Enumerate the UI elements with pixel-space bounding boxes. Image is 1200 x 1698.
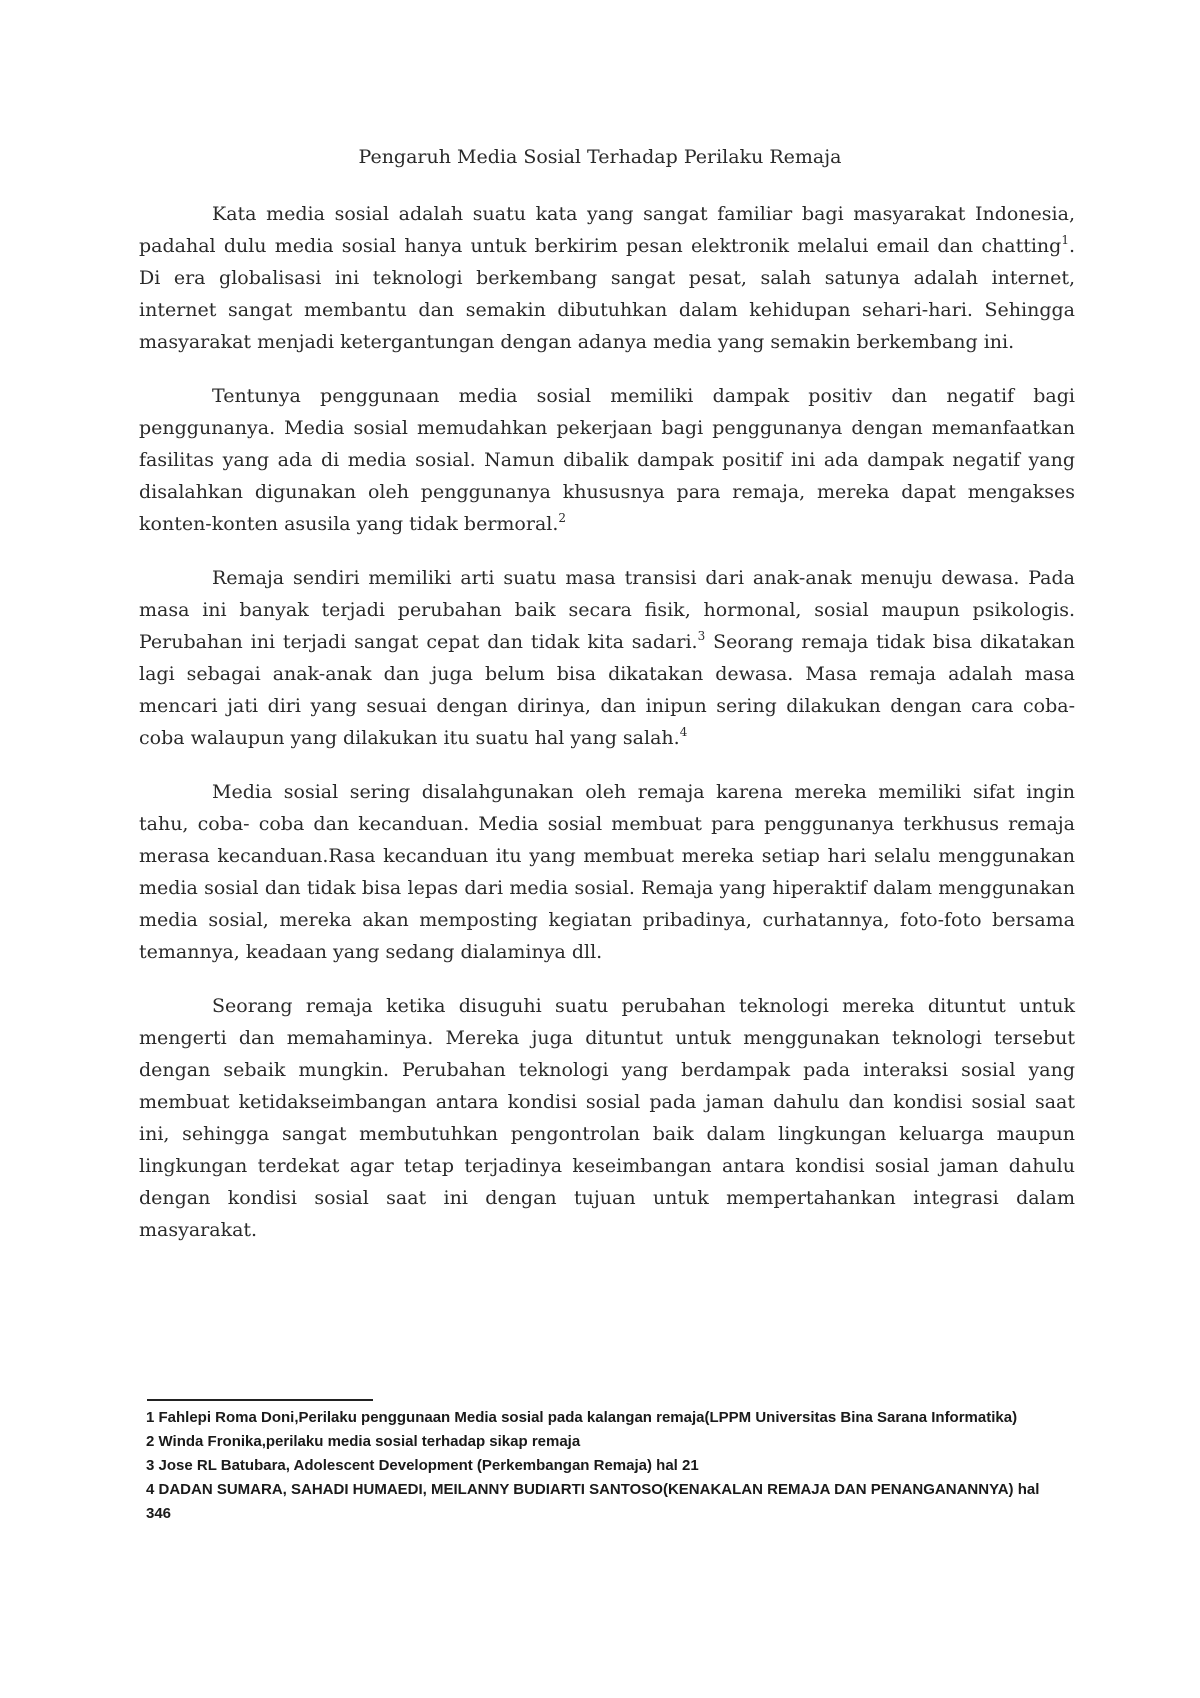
- page-title: Pengaruh Media Sosial Terhadap Perilaku Remaja: [358, 146, 842, 168]
- paragraph-text: Media sosial sering disalahgunakan oleh remaja karena mereka memiliki sifat ingin tahu, coba- coba dan kecanduan. Media sosial membuat para penggunanya terkhusus remaja merasa kecanduan.Rasa kecanduan itu yang membuat mereka setiap hari selalu menggunakan media sosial dan tidak bisa lepas dari media sosial. Remaja yang hiperaktif dalam menggunakan media sosial, mereka akan memposting kegiatan pribadinya, curhatannya, foto-foto bersama temannya, keadaan yang sedang dialaminya dll.: [139, 781, 1075, 963]
- footnote-ref-2: 2: [558, 511, 567, 525]
- footnote-separator: [147, 1399, 373, 1401]
- body-text: [139, 198, 1075, 1268]
- paragraph-text-tail: Seorang remaja tidak bisa dikatakan lagi sebagai anak-anak dan juga belum bisa dikatakan dewasa. Masa remaja adalah masa mencari jati diri yang sesuai dengan dirinya, dan inipun sering dilakukan dengan cara coba-coba walaupun yang dilakukan itu suatu hal yang salah.: [139, 631, 1075, 749]
- paragraph-text: Tentunya penggunaan media sosial memiliki dampak positiv dan negatif bagi penggunanya. Media sosial memudahkan pekerjaan bagi penggunanya dengan memanfaatkan fasilitas yang ada di media sosial. Namun dibalik dampak positif ini ada dampak negatif yang disalahkan digunakan oleh penggunanya khususnya para remaja, mereka dapat mengakses konten-konten asusila yang tidak bermoral.: [139, 385, 1075, 535]
- footnote-3: 3 Jose RL Batubara, Adolescent Development (Perkembangan Remaja) hal 21: [146, 1457, 699, 1474]
- footnote-ref-1: 1: [1061, 233, 1069, 247]
- footnote-4: 4 DADAN SUMARA, SAHADI HUMAEDI, MEILANNY BUDIARTI SANTOSO(KENAKALAN REMAJA DAN PENANGANANNYA) hal 346: [146, 1481, 1040, 1522]
- paragraph-text: Remaja sendiri memiliki arti suatu masa transisi dari anak-anak menuju dewasa. Pada masa ini banyak terjadi perubahan baik secara fisik, hormonal, sosial maupun psikologis. Perubahan ini terjadi sangat cepat dan tidak kita sadari.: [139, 567, 1075, 653]
- paragraph-4: [139, 776, 1075, 968]
- paragraph-3: [139, 562, 1075, 754]
- footnote-ref-3: 3: [697, 629, 706, 643]
- footnote-1: 1 Fahlepi Roma Doni,Perilaku penggunaan Media sosial pada kalangan remaja(LPPM Universitas Bina Sarana Informatika): [146, 1409, 1018, 1426]
- footnote-2: 2 Winda Fronika,perilaku media sosial terhadap sikap remaja: [146, 1433, 581, 1450]
- footnotes: [146, 1406, 1066, 1526]
- paragraph-5: [139, 990, 1075, 1246]
- paragraph-text: Kata media sosial adalah suatu kata yang sangat familiar bagi masyarakat Indonesia, padahal dulu media sosial hanya untuk berkirim pesan elektronik melalui email dan chatting: [139, 203, 1075, 257]
- paragraph-text: Seorang remaja ketika disuguhi suatu perubahan teknologi mereka dituntut untuk mengerti dan memahaminya. Mereka juga dituntut untuk menggunakan teknologi tersebut dengan sebaik mungkin. Perubahan teknologi yang berdampak pada interaksi sosial yang membuat ketidakseimbangan antara kondisi sosial pada jaman dahulu dan kondisi sosial saat ini, sehingga sangat membutuhkan pengontrolan baik dalam lingkungan keluarga maupun lingkungan terdekat agar tetap terjadinya keseimbangan antara kondisi sosial jaman dahulu dengan kondisi sosial saat ini dengan tujuan untuk mempertahankan integrasi dalam masyarakat.: [139, 995, 1075, 1241]
- paragraph-1: [139, 198, 1075, 358]
- footnote-ref-4: 4: [679, 725, 688, 739]
- paragraph-2: [139, 380, 1075, 540]
- paragraph-text-tail: . Di era globalisasi ini teknologi berkembang sangat pesat, salah satunya adalah internet, internet sangat membantu dan semakin dibutuhkan dalam kehidupan sehari-hari. Sehingga masyarakat menjadi ketergantungan dengan adanya media yang semakin berkembang ini.: [139, 235, 1075, 353]
